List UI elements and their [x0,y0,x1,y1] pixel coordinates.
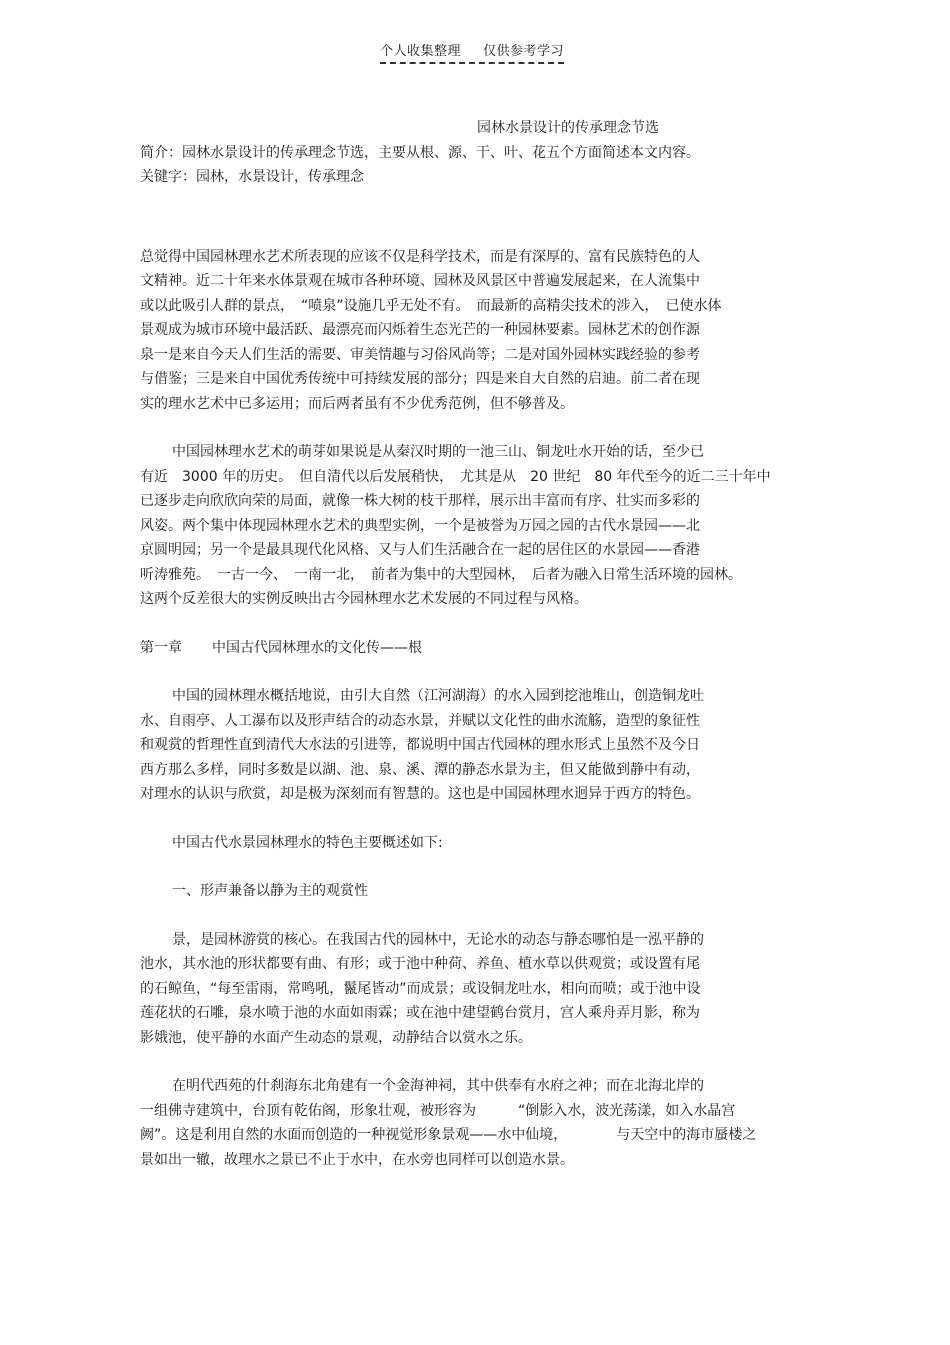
chapter-heading [140,636,820,661]
paragraph-line: 或以此吸引人群的景点， “喷泉”设施几乎无处不有。 而最新的高精尖技术的涉入， 已使水体 [140,297,722,314]
paragraph-line: 和观赏的哲理性直到清代大水法的引进等，都说明中国古代园林的理水形式上虽然不及今日 [140,737,700,753]
paragraph-line: 水、自雨亭、人工瀑布以及形声结合的动态水景，并赋以文化性的曲水流觞，造型的象征性 [140,712,700,729]
chapter-number: 第一章 [140,639,182,656]
paragraph-line: 文精神。近二十年来水体景观在城市各种环境、园林及风景区中普遍发展起来，在人流集中 [140,273,700,289]
paragraph-line: 影娥池，使平静的水面产生动态的景观，动静结合以赏水之乐。 [140,1029,532,1046]
paragraph-line: 京圆明园；另一个是最具现代化风格、又与人们生活融合在一起的居住区的水景园——香港 [140,542,700,558]
paragraph-line: 风姿。两个集中体现园林理水艺术的典型实例，一个是被誉为万园之园的古代水景园——北 [140,517,700,534]
paragraph-line: 中国的园林理水概括地说，由引大自然（江河湖海）的水入园到挖池堆山，创造铜龙吐 [172,688,704,704]
header-left-text: 个人收集整理 [380,44,462,59]
page-header [380,40,564,64]
paragraph-line: 这两个反差很大的实例反映出古今园林理水艺术发展的不同过程与风格。 [140,591,588,607]
paragraph-line: 莲花状的石雕，泉水喷于池的水面如雨霖；或在池中建望鹤台赏月，宫人乘舟弄月影，称为 [140,1005,700,1021]
paragraph-line: 与借鉴；三是来自中国优秀传统中可持续发展的部分；四是来自大自然的启迪。前二者在现 [140,371,700,387]
paragraph-line: 阙”。这是利用自然的水面而创造的一种视觉形象景观——水中仙境， 与天空中的海市蜃楼之 [140,1127,757,1143]
section-heading: 一、形声兼备以静为主的观赏性 [172,883,368,899]
paragraph-line: 泉一是来自今天人们生活的需要、审美情趣与习俗风尚等；二是对国外园林实践经验的参考 [140,346,700,363]
paragraph-line: 已逐步走向欣欣向荣的局面，就像一株大树的枝干那样，展示出丰富而有序、壮实而多彩的 [140,493,700,509]
paragraph-4: 中国古代水景园林理水的特色主要概述如下: [172,834,443,851]
intro-keywords: 关键字：园林，水景设计，传承理念 [140,169,364,185]
chapter-title: 中国古代园林理水的文化传——根 [212,639,422,656]
paragraph-line: 的石鲸鱼，“每至雷雨，常鸣吼，鬣尾皆动”而成景；或设铜龙吐水，相向而喷；或于池中设 [140,980,701,997]
paragraph-6 [140,1074,820,1172]
paragraph-line: 在明代西苑的什刹海东北角建有一个金海神祠，其中供奉有水府之神；而在北海北岸的 [172,1078,704,1094]
document-title: 园林水景设计的传承理念节选 [477,120,659,136]
paragraph-line: 景如出一辙，故理水之景已不止于水中，在水旁也同样可以创造水景。 [140,1151,574,1168]
paragraph-line: 总觉得中国园林理水艺术所表现的应该不仅是科学技术，而是有深厚的、富有民族特色的人 [140,248,700,265]
paragraph-line: 听涛雅苑。 一古一今、 一南一北， 前者为集中的大型园林， 后者为融入日常生活环境的园林。 [140,566,742,583]
paragraph-line: 实的理水艺术中已多运用；而后两者虽有不少优秀范例，但不够普及。 [140,395,574,412]
document-body [140,116,820,1172]
paragraph-line: 有近 3000 年的历史。 但自清代以后发展稍快， 尤其是从 20 世纪 80 年代至今的近二三十年中 [140,468,771,485]
paragraph-line: 一组佛寺建筑中，台顶有乾佑阁，形象壮观，被形容为 “倒影入水，波光荡漾，如入水晶宫 [140,1102,736,1119]
header-right-text: 仅供参考学习 [483,44,565,59]
paragraph-1 [140,245,820,417]
paragraph-line: 西方那么多样，同时多数是以湖、池、泉、溪、潭的静态水景为主，但又能做到静中有动， [140,761,700,778]
paragraph-line: 对理水的认识与欣赏，却是极为深刻而有智慧的。这也是中国园林理水迥异于西方的特色。 [140,786,700,802]
paragraph-3 [140,684,820,807]
paragraph-2 [140,440,820,612]
paragraph-5 [140,928,820,1051]
paragraph-line: 景，是园林游赏的核心。在我国古代的园林中，无论水的动态与静态哪怕是一泓平静的 [172,931,704,948]
paragraph-line: 景观成为城市环境中最活跃、最漂亮而闪烁着生态光芒的一种园林要素。园林艺术的创作源 [140,322,700,338]
paragraph-line: 池水，其水池的形状都要有曲、有形；或于池中种荷、养鱼、植水草以供观赏；或设置有尾 [140,956,700,972]
intro-summary: 简介：园林水景设计的传承理念节选，主要从根、源、干、叶、花五个方面简述本文内容。 [140,144,700,161]
paragraph-line: 中国园林理水艺术的萌芽如果说是从秦汉时期的一池三山、铜龙吐水开始的话，至少已 [172,444,704,460]
